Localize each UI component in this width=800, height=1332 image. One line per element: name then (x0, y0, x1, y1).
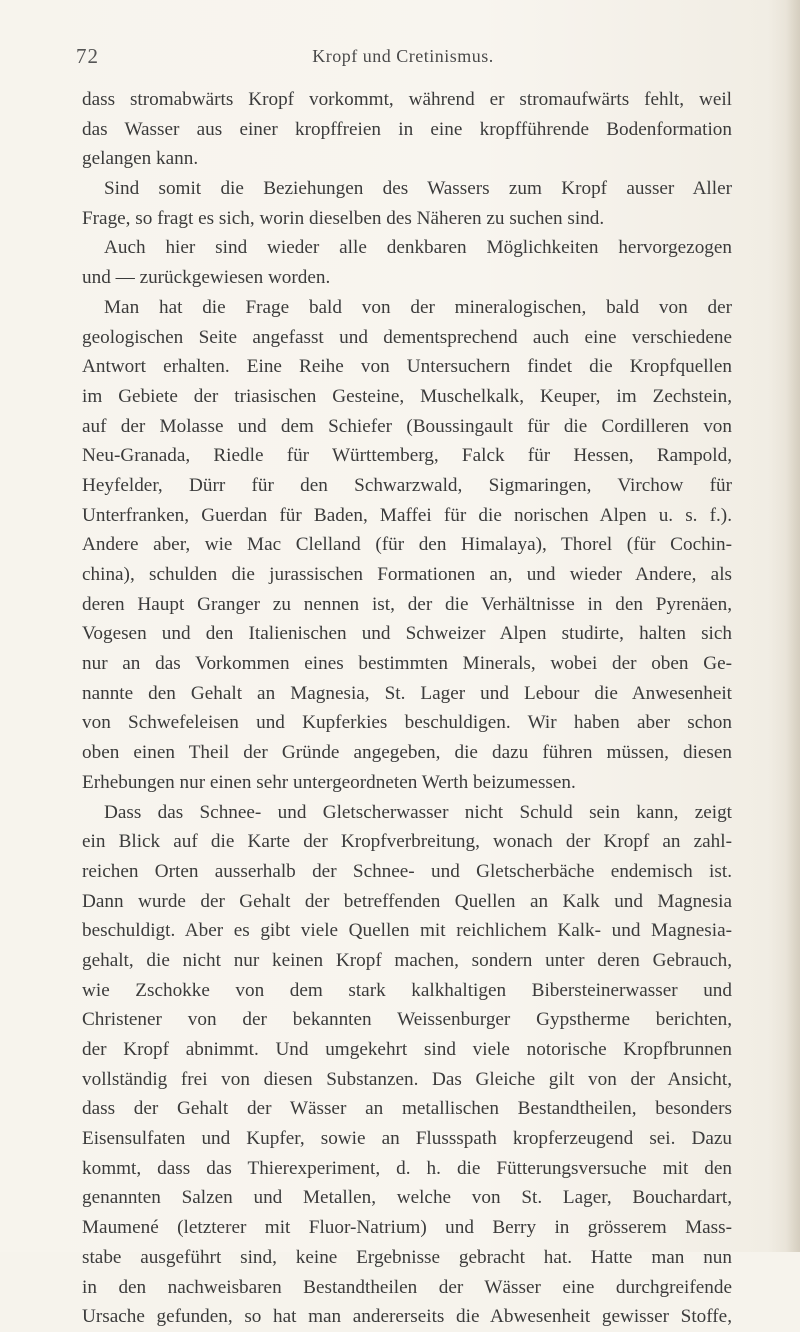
text-line: Erhebungen nur einen sehr untergeordneten Werth beizumessen. (82, 771, 576, 793)
text-line: dass stromabwärts Kropf vorkommt, während er stromaufwärts fehlt, weil (82, 89, 732, 110)
body-text (82, 85, 732, 1332)
text-line: wie Zschokke von dem stark kalkhaltigen Bibersteinerwasser und (82, 979, 732, 1001)
text-line: Sind somit die Beziehungen des Wassers zum Kropf ausser Aller (104, 178, 732, 200)
text-line: nannte den Gehalt an Magnesia, St. Lager und Lebour die Anwesenheit (82, 682, 732, 704)
text-line: Antwort erhalten. Eine Reihe von Untersuchern findet die Kropfquellen (82, 356, 732, 378)
text-line: das Wasser aus einer kropffreien in eine kropfführende Bodenformation (82, 118, 732, 140)
text-line: Eisensulfaten und Kupfer, sowie an Flussspath kropferzeugend sei. Dazu (82, 1128, 732, 1150)
text-line: dass der Gehalt der Wässer an metallischen Bestandtheilen, besonders (82, 1098, 732, 1120)
text-line: Heyfelder, Dürr für den Schwarzwald, Sigmaringen, Virchow für (82, 474, 732, 496)
text-line: gelangen kann. (82, 148, 199, 170)
page-number: 72 (76, 44, 99, 68)
text-line: Auch hier sind wieder alle denkbaren Möglichkeiten hervorgezogen (104, 237, 732, 259)
text-line: von Schwefeleisen und Kupferkies beschuldigen. Wir haben aber schon (82, 712, 732, 734)
page-edge-shadow (786, 0, 800, 1252)
text-line: Vogesen und den Italienischen und Schweizer Alpen studirte, halten sich (82, 623, 732, 645)
page-header (76, 44, 730, 68)
text-line: auf der Molasse und dem Schiefer (Boussingault für die Cordilleren von (82, 415, 732, 437)
text-line: deren Haupt Granger zu nennen ist, der die Verhältnisse in den Pyrenäen, (82, 593, 732, 615)
text-line: der Kropf abnimmt. Und umgekehrt sind viele notorische Kropfbrunnen (82, 1039, 732, 1060)
text-line: Maumené (letzterer mit Fluor-Natrium) und Berry in grösserem Mass- (82, 1217, 732, 1239)
text-line: beschuldigt. Aber es gibt viele Quellen mit reichlichem Kalk- und Magnesia- (82, 920, 732, 942)
text-line: geologischen Seite angefasst und dementsprechend auch eine verschiedene (82, 326, 732, 348)
text-line: Andere aber, wie Mac Clelland (für den Himalaya), Thorel (für Cochin- (82, 534, 732, 556)
text-line: ein Blick auf die Karte der Kropfverbreitung, wonach der Kropf an zahl- (82, 831, 732, 853)
text-line: Christener von der bekannten Weissenburger Gypstherme berichten, (82, 1009, 732, 1031)
text-line: kommt, dass das Thierexperiment, d. h. die Fütterungsversuche mit den (82, 1157, 732, 1179)
text-line: Man hat die Frage bald von der mineralogischen, bald von der (104, 296, 732, 318)
text-line: und — zurückgewiesen worden. (82, 267, 331, 289)
text-line: nur an das Vorkommen eines bestimmten Minerals, wobei der oben Ge- (82, 653, 732, 675)
text-line: gehalt, die nicht nur keinen Kropf machen, sondern unter deren Gebrauch, (82, 949, 732, 971)
text-line: reichen Orten ausserhalb der Schnee- und Gletscherbäche endemisch ist. (82, 860, 732, 882)
text-line: stabe ausgeführt sind, keine Ergebnisse gebracht hat. Hatte man nun (82, 1246, 732, 1268)
text-line: Neu-Granada, Riedle für Württemberg, Falck für Hessen, Rampold, (82, 445, 732, 467)
text-line: Dann wurde der Gehalt der betreffenden Quellen an Kalk und Magnesia (82, 890, 732, 912)
text-line: Dass das Schnee- und Gletscherwasser nicht Schuld sein kann, zeigt (104, 801, 732, 823)
text-line: in den nachweisbaren Bestandtheilen der Wässer eine durchgreifende (82, 1276, 732, 1298)
text-line: china), schulden die jurassischen Formationen an, und wieder Andere, als (82, 564, 732, 585)
text-line: oben einen Theil der Gründe angegeben, die dazu führen müssen, diesen (82, 742, 732, 764)
running-title: Kropf und Cretinismus. (312, 46, 494, 66)
text-line: genannten Salzen und Metallen, welche von St. Lager, Bouchardart, (82, 1187, 732, 1209)
text-line: Frage, so fragt es sich, worin dieselben des Näheren zu suchen sind. (82, 207, 605, 229)
text-line: Unterfranken, Guerdan für Baden, Maffei für die norischen Alpen u. s. f.). (82, 504, 732, 526)
text-line: Ursache gefunden, so hat man andererseits die Abwesenheit gewisser Stoffe, (82, 1306, 732, 1328)
text-line: im Gebiete der triasischen Gesteine, Muschelkalk, Keuper, im Zechstein, (82, 385, 732, 407)
text-line: vollständig frei von diesen Substanzen. Das Gleiche gilt von der Ansicht, (82, 1068, 732, 1090)
